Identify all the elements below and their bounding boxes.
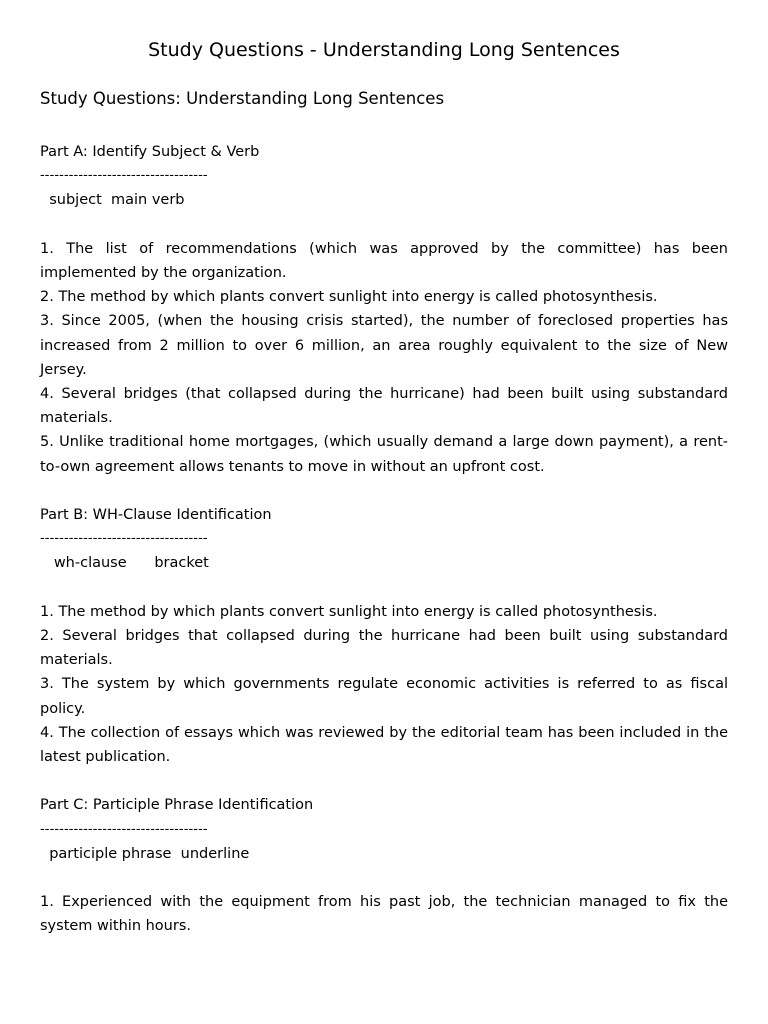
section-divider: ----------------------------------- (40, 821, 208, 837)
question-item: 2. Several bridges that collapsed during the hurricane had been built using substandard materials. (40, 628, 728, 669)
section-divider: ----------------------------------- (40, 531, 208, 547)
question-item: 3. The system by which governments regulate economic activities is referred to as fiscal policy. (40, 676, 728, 717)
document-body (40, 140, 728, 939)
section-part-c (40, 793, 728, 938)
section-legend: participle phrase underline (40, 845, 250, 862)
document-title: Study Questions - Understanding Long Sentences (148, 39, 620, 61)
section-title: Part C: Participle Phrase Identification (40, 797, 314, 814)
section-title: Part B: WH-Clause Identification (40, 507, 272, 524)
question-item: 4. Several bridges (that collapsed during the hurricane) had been built using substandard materials. (40, 386, 728, 427)
question-item: 5. Unlike traditional home mortgages, (which usually demand a large down payment), a rent-to-own agreement allows tenants to move in without an upfront cost. (40, 434, 728, 475)
question-item: 4. The collection of essays which was reviewed by the editorial team has been included in the latest publication. (40, 724, 728, 766)
section-part-a (40, 140, 728, 479)
question-item: 1. Experienced with the equipment from his past job, the technician managed to fix the system within hours. (40, 894, 728, 935)
question-item: 3. Since 2005, (when the housing crisis started), the number of foreclosed properties has increased from 2 million to over 6 million, an area roughly equivalent to the size of New Jersey. (40, 313, 728, 378)
question-item: 2. The method by which plants convert sunlight into energy is called photosynthesis. (40, 289, 658, 306)
section-legend: subject main verb (40, 192, 185, 209)
question-item: 1. The method by which plants convert sunlight into energy is called photosynthesis. (40, 603, 658, 620)
document-heading: Study Questions: Understanding Long Sentences (40, 89, 445, 108)
section-title: Part A: Identify Subject & Verb (40, 144, 260, 160)
section-divider: ----------------------------------- (40, 168, 208, 184)
question-item: 1. The list of recommendations (which was approved by the committee) has been implemented by the organization. (40, 240, 728, 281)
section-legend: wh-clause bracket (40, 555, 209, 572)
section-part-b (40, 503, 728, 769)
